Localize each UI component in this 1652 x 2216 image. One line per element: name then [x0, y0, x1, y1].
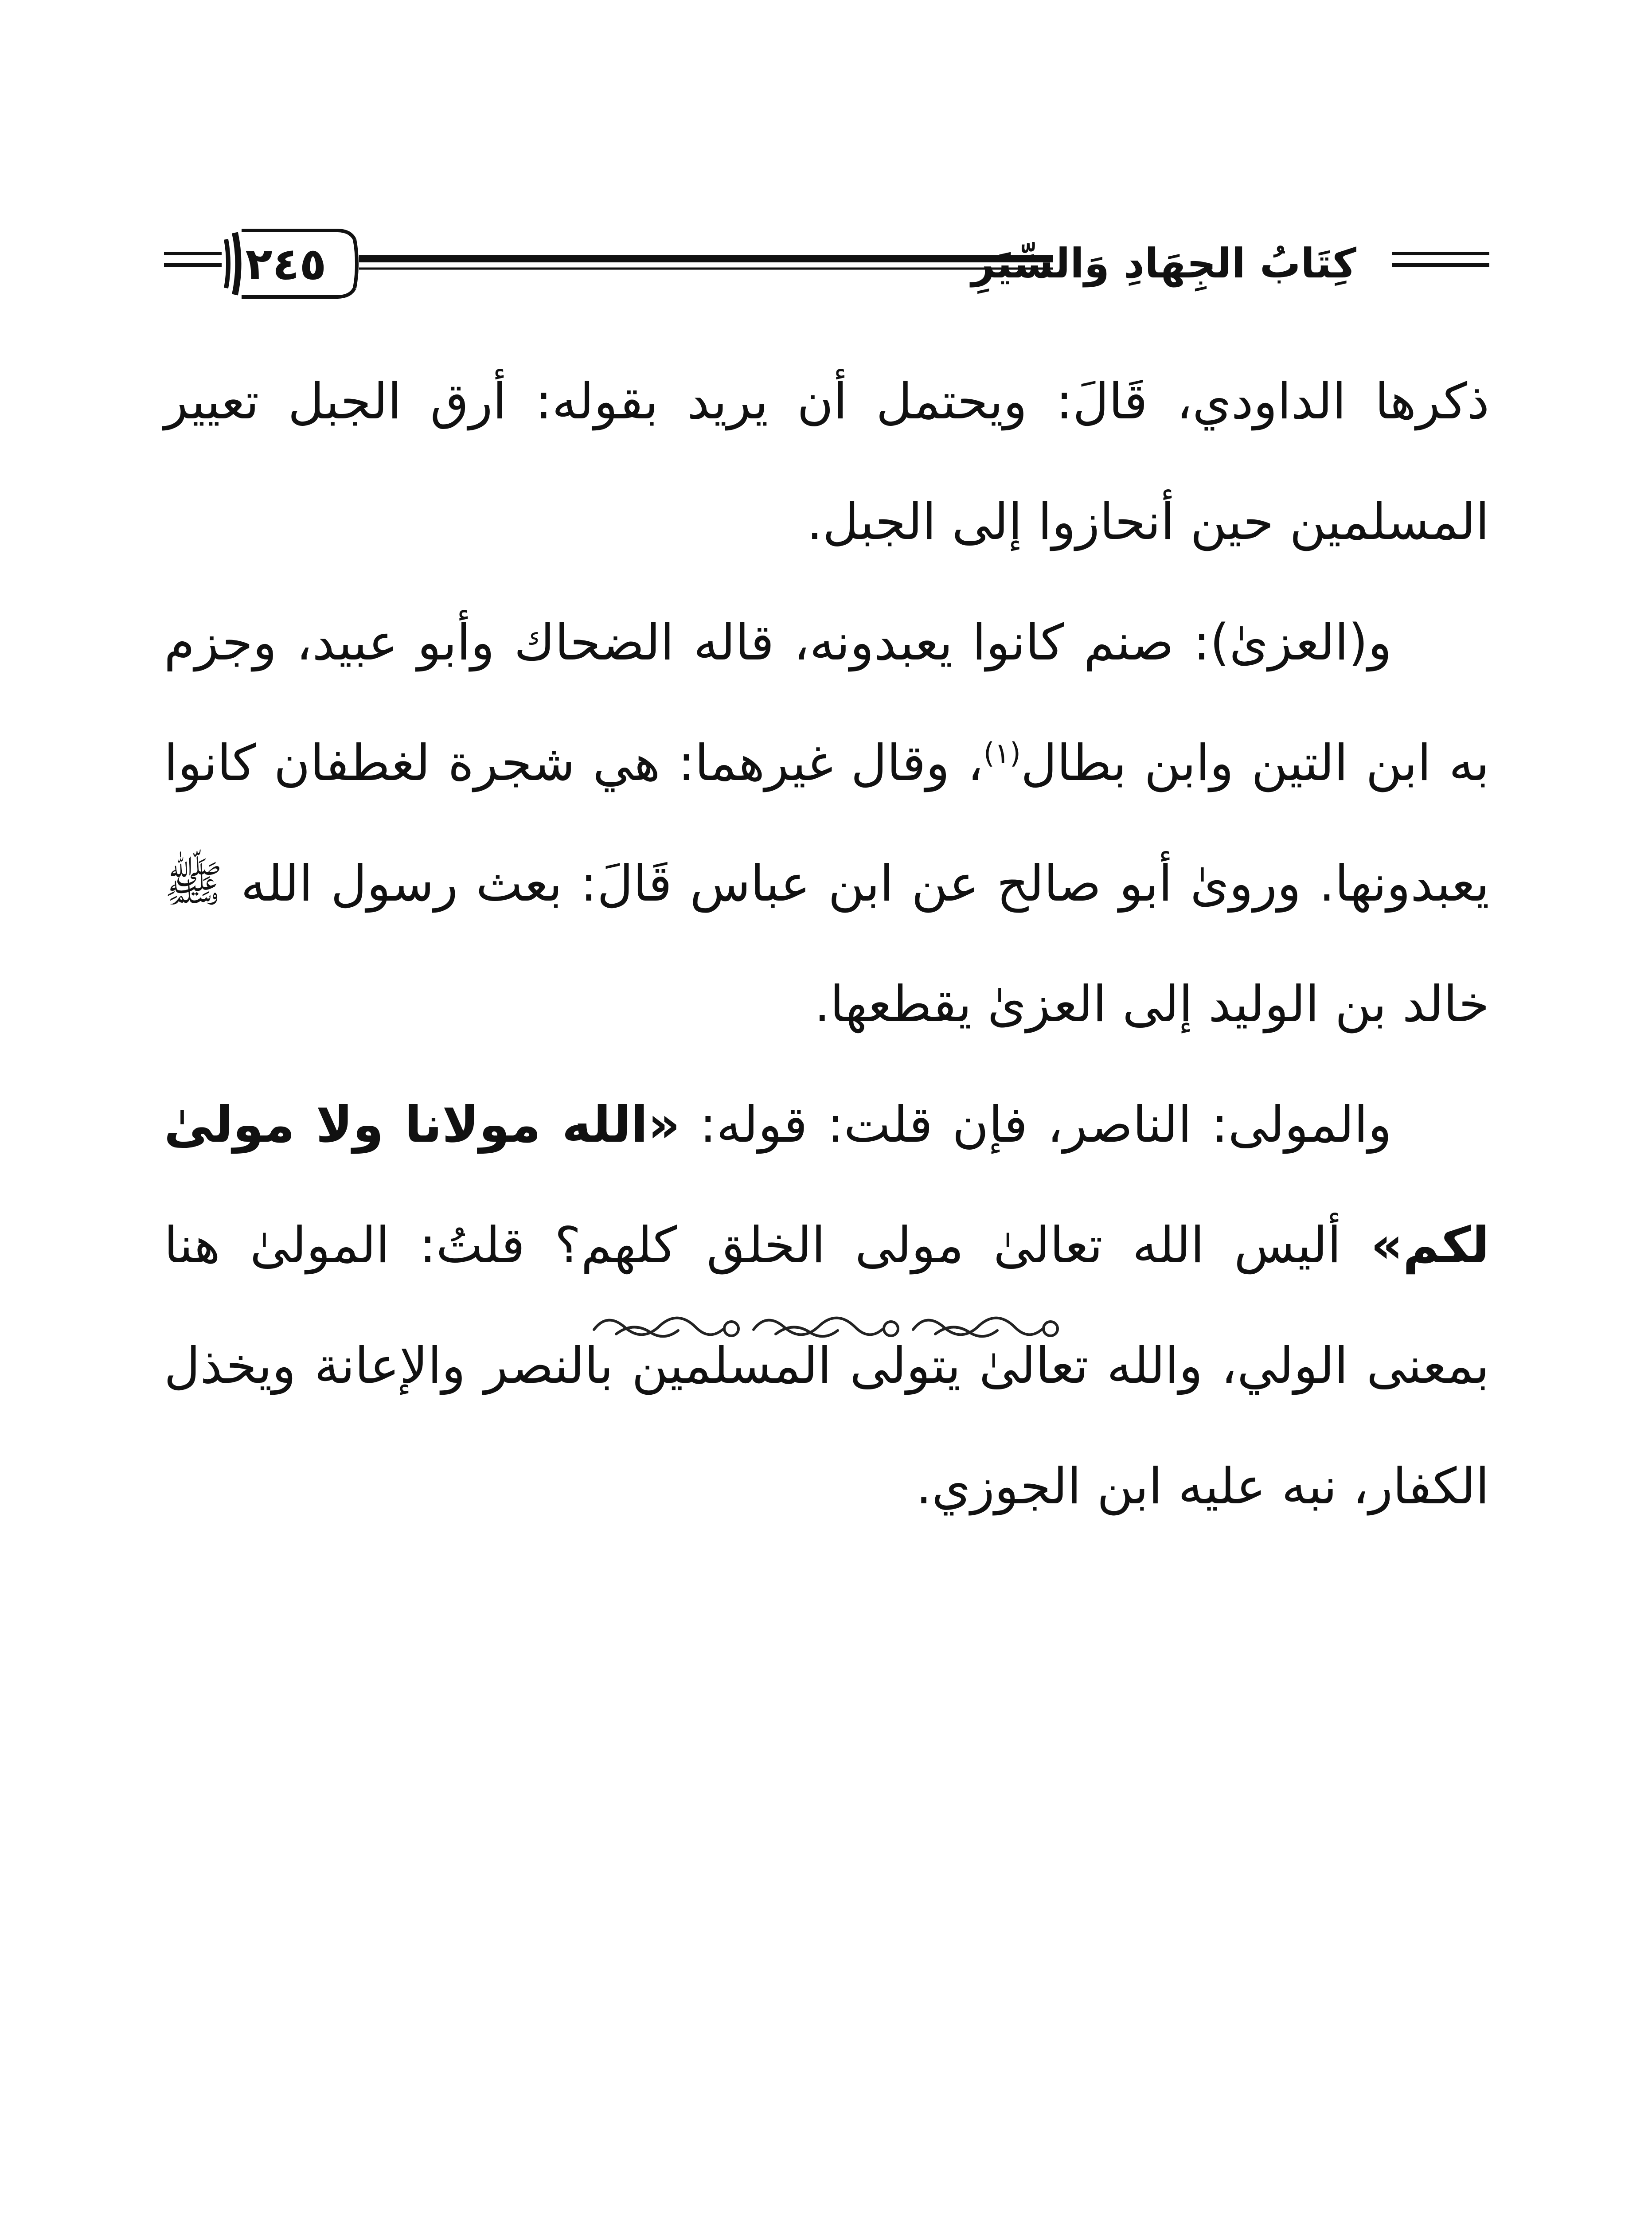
paragraph-2-part-a: و(العزىٰ): صنم كانوا يعبدونه، قاله الضحاك وأبو عبيد، وجزم به ابن التين وابن بطال	[164, 614, 1489, 792]
main-text	[164, 341, 1489, 1547]
page-header	[164, 213, 1489, 315]
honorific-glyph: ﷺ	[164, 855, 223, 912]
quranic-quote: «الله مولانا ولا مولىٰ لكم»	[164, 1096, 1490, 1274]
page-number: ٢٤٥	[245, 238, 327, 290]
paragraph-3-part-a: والمولى: الناصر، فإن قلت: قوله:	[699, 1096, 1392, 1154]
paragraph-2	[164, 582, 1489, 1065]
book-title: كِتَابُ الجِهَادِ وَالسِّيَرِ	[971, 240, 1356, 287]
paragraph-2-part-b: ، وقال غيرهما: هي شجرة لغطفان كانوا يعبدونها. وروىٰ أبو صالح عن ابن عباس قَالَ: بعث رسول الله	[164, 734, 1489, 913]
footnote-reference: (١)	[983, 737, 1021, 770]
paragraph-2-part-c: خالد بن الوليد إلى العزىٰ يقطعها.	[814, 975, 1489, 1033]
paragraph-3-part-b: أليس الله تعالىٰ مولى الخلق كلهم؟ قلتُ: المولىٰ هنا بمعنى الولي، والله تعالىٰ يتولى المسلمين بالنصر والإعانة ويخذل الكفار، نبه عليه ابن الجوزي.	[164, 1217, 1489, 1515]
paragraph-1: ذكرها الداودي، قَالَ: ويحتمل أن يريد بقوله: أرق الجبل تعيير المسلمين حين أنحازوا إلى الجبل.	[164, 373, 1489, 551]
section-end-ornament	[590, 1303, 1064, 1352]
